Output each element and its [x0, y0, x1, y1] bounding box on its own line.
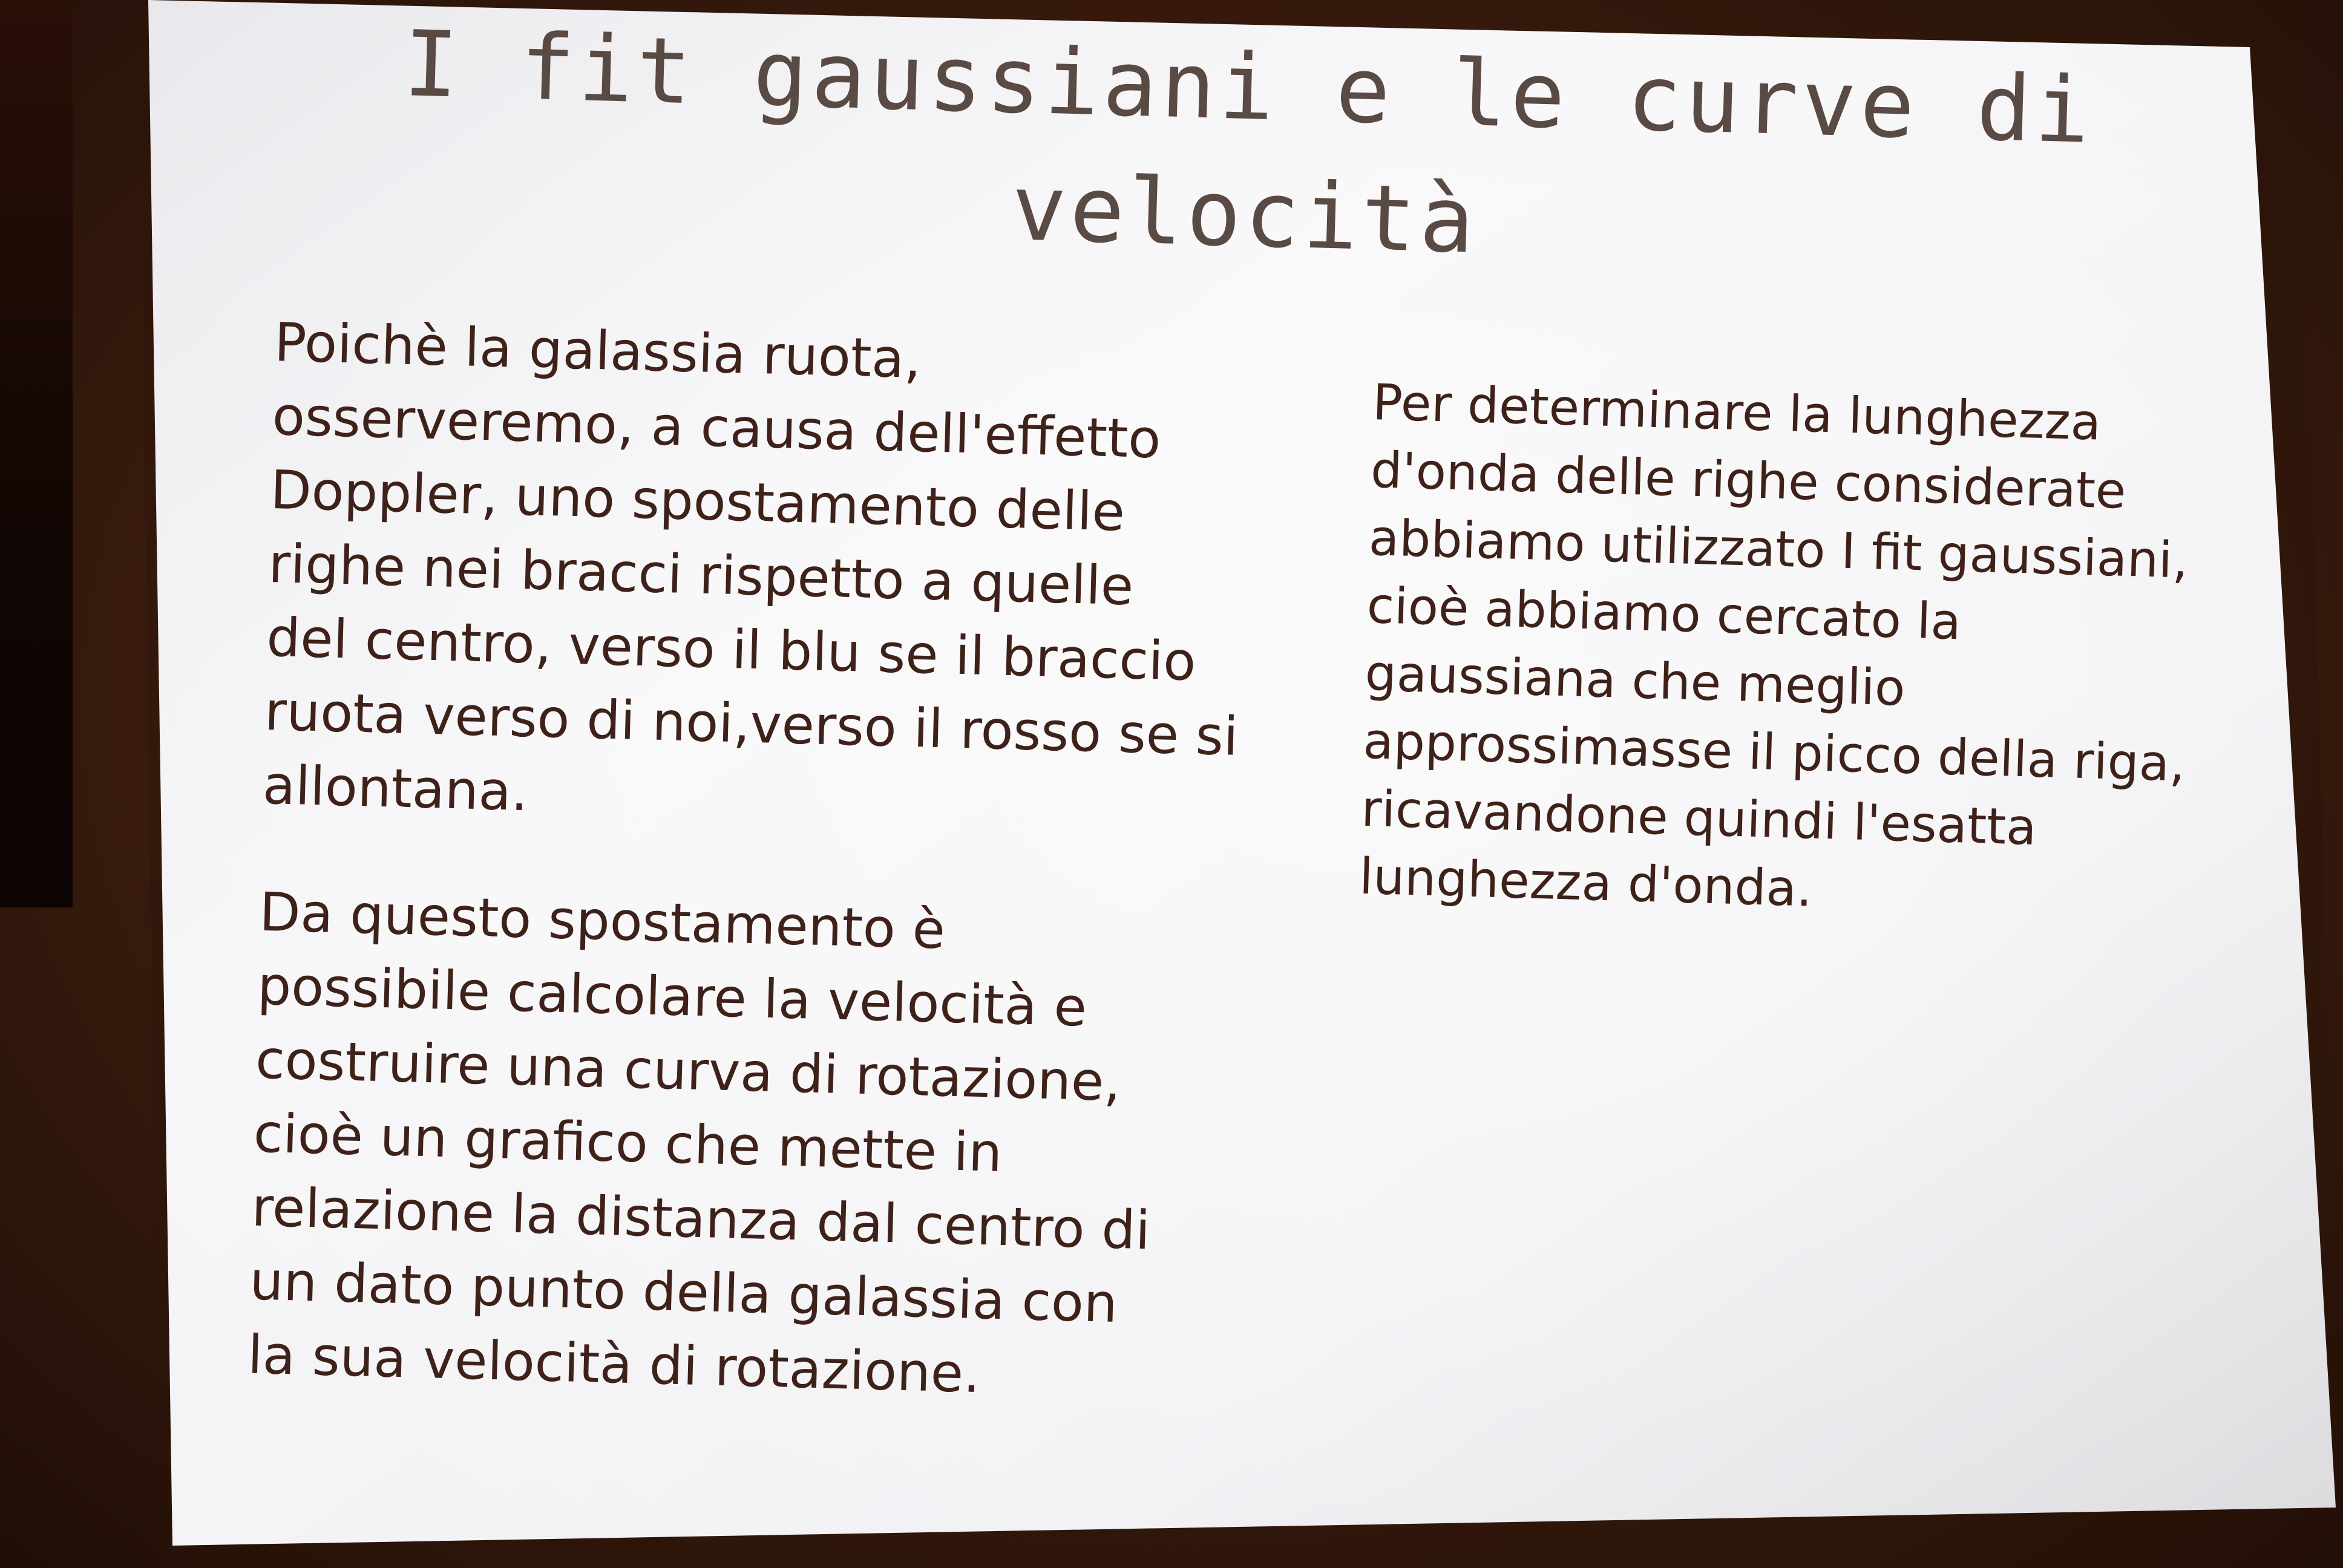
text-line: Per determinare la lunghezza [1372, 373, 2102, 452]
left-paragraph-2 [247, 875, 1349, 1420]
text-line: costruire una curva di rotazione, [255, 1028, 1122, 1113]
text-line: cioè un grafico che mette in [252, 1102, 1003, 1184]
text-line: del centro, verso il blu se il braccio [266, 606, 1197, 693]
title-line-1: I fit gaussiani e le curve di [402, 11, 2095, 164]
text-line: osserveremo, a causa dell'effetto [271, 384, 1162, 471]
text-line: gaussiana che meglio [1364, 644, 1906, 717]
slide-title [336, 0, 2158, 304]
text-line: Da questo spostamento è [258, 880, 946, 961]
left-paragraph-1 [262, 305, 1365, 851]
text-line: relazione la distanza dal centro di [251, 1175, 1152, 1262]
text-line: cioè abbiamo cercato la [1366, 577, 1962, 652]
text-line: approssimasse il picco della riga, [1362, 712, 2186, 793]
text-line: abbiamo utilizzato I fit gaussiani, [1368, 509, 2189, 590]
text-line: un dato punto della galassia con [249, 1249, 1118, 1334]
text-line: Poichè la galassia ruota, [274, 310, 922, 390]
title-line-2: velocità [1010, 155, 1480, 274]
text-line: allontana. [261, 753, 529, 823]
text-line: lunghezza d'onda. [1358, 848, 1814, 918]
text-line: righe nei bracci rispetto a quelle [267, 532, 1135, 618]
right-paragraph-1 [1358, 369, 2293, 936]
left-column [247, 305, 1364, 1420]
text-line: Doppler, uno spostamento delle [269, 458, 1126, 543]
text-line: ruota verso di noi,verso il rosso se si [264, 679, 1239, 768]
text-line: d'onda delle righe considerate [1369, 441, 2127, 520]
text-line: possibile calcolare la velocità e [257, 954, 1088, 1039]
right-column [1358, 369, 2293, 936]
text-line: la sua velocità di rotazione. [247, 1323, 981, 1405]
text-line: ricavandone quindi l'esatta [1360, 780, 2037, 857]
